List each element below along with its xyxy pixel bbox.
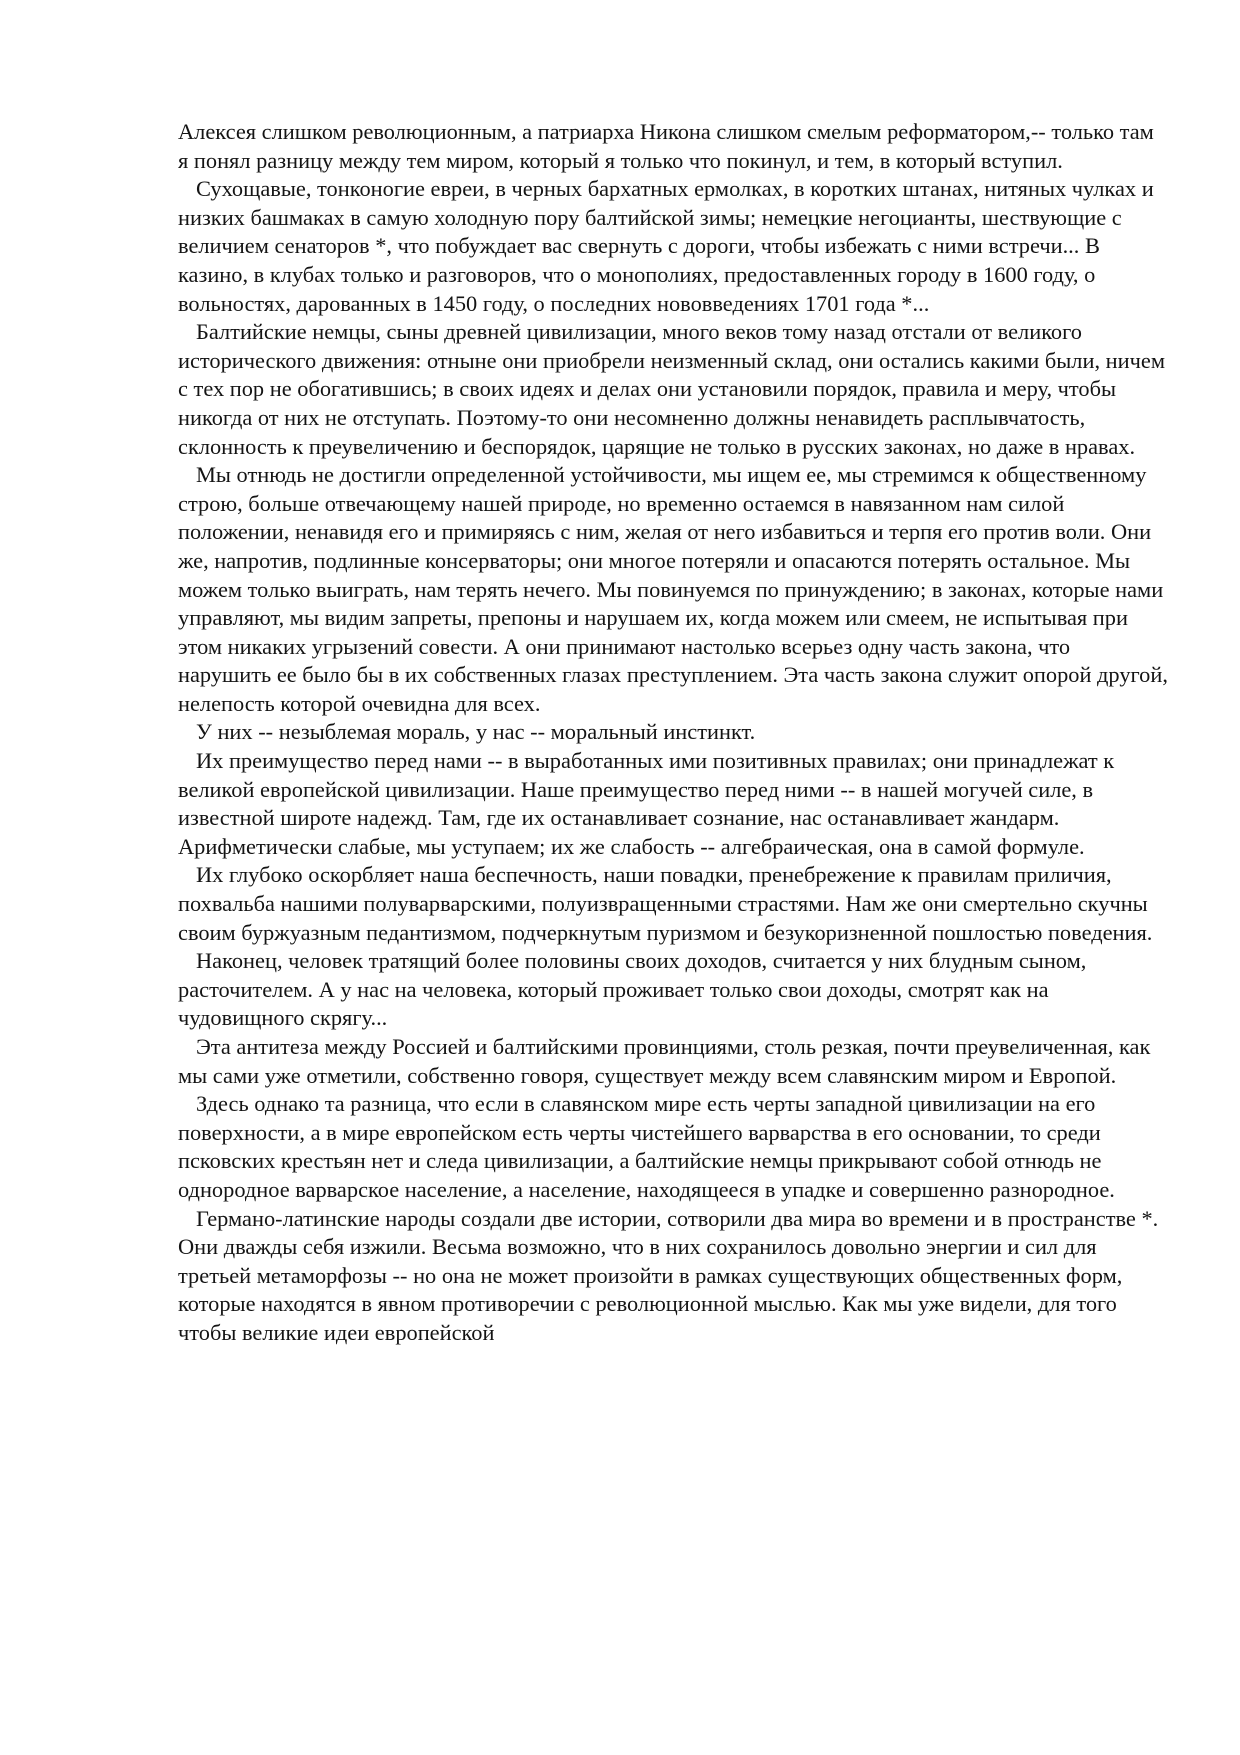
paragraph: Германо-латинские народы создали две истории, сотворили два мира во времени и в пространстве *. Они дважды себя изжили. Весьма возможно, что в них сохранилось довольно энергии и сил для третьей метаморфозы -- но она не может произойти в рамках существующих общественных форм, которые находятся в явном противоречии с революционной мыслью. Как мы уже видели, для того чтобы великие идеи европейской	[178, 1205, 1159, 1345]
paragraph: Балтийские немцы, сыны древней цивилизации, много веков тому назад отстали от великого исторического движения: отныне они приобрели неизменный склад, они остались какими были, ничем с тех пор не обогатившись; в своих идеях и делах они установили порядок, правила и меру, чтобы никогда от них не отступать. Поэтому-то они несомненно должны ненавидеть расплывчатость, склонность к преувеличению и беспорядок, царящие не только в русских законах, но даже в нравах.	[178, 319, 1165, 459]
paragraph: Мы отнюдь не достигли определенной устойчивости, мы ищем ее, мы стремимся к общественному строю, больше отвечающему нашей природе, но временно остаемся в навязанном нам силой положении, ненавидя его и примиряясь с ним, желая от него избавиться и терпя его против воли. Они же, напротив, подлинные консерваторы; они многое потеряли и опасаются потерять остальное. Мы можем только выиграть, нам терять нечего. Мы повинуемся по принуждению; в законах, которые нами управляют, мы видим запреты, препоны и нарушаем их, когда можем или смеем, не испытывая при этом никаких угрызений совести. А они принимают настолько всерьез одну часть закона, что нарушить ее было бы в их собственных глазах преступлением. Эта часть закона служит опорой другой, нелепость которой очевидна для всех.	[178, 462, 1168, 716]
paragraph: Их преимущество перед нами -- в выработанных ими позитивных правилах; они принадлежат к великой европейской цивилизации. Наше преимущество перед ними -- в нашей могучей силе, в известной широте надежд. Там, где их останавливает сознание, нас останавливает жандарм. Арифметически слабые, мы уступаем; их же слабость -- алгебраическая, она в самой формуле.	[178, 748, 1115, 859]
paragraph: Их глубоко оскорбляет наша беспечность, наши повадки, пренебрежение к правилам приличия, похвальба нашими полуварварскими, полуизвращенными страстями. Нам же они смертельно скучны своим буржуазным педантизмом, подчеркнутым пуризмом и безукоризненной пошлостью поведения.	[178, 862, 1153, 945]
document-page	[178, 118, 1168, 1348]
paragraph: Сухощавые, тонконогие евреи, в черных бархатных ермолках, в коротких штанах, нитяных чулках и низких башмаках в самую холодную пору балтийской зимы; немецкие негоцианты, шествующие с величием сенаторов *, что побуждает вас свернуть с дороги, чтобы избежать с ними встречи... В казино, в клубах только и разговоров, что о монополиях, предоставленных городу в 1600 году, о вольностях, дарованных в 1450 году, о последних нововведениях 1701 года *...	[178, 176, 1154, 316]
paragraph: Эта антитеза между Россией и балтийскими провинциями, столь резкая, почти преувеличенная, как мы сами уже отметили, собственно говоря, существует между всем славянским миром и Европой.	[178, 1034, 1151, 1088]
paragraph: Здесь однако та разница, что если в славянском мире есть черты западной цивилизации на его поверхности, а в мире европейском есть черты чистейшего варварства в его основании, то среди псковских крестьян нет и следа цивилизации, а балтийские немцы прикрывают собой отнюдь не однородное варварское население, а население, находящееся в упадке и совершенно разнородное.	[178, 1091, 1115, 1202]
paragraph: Алексея слишком революционным, а патриарха Никона слишком смелым реформатором,-- только там я понял разницу между тем миром, который я только что покинул, и тем, в который вступил.	[178, 119, 1154, 173]
paragraph: Наконец, человек тратящий более половины своих доходов, считается у них блудным сыном, расточителем. А у нас на человека, который проживает только свои доходы, смотрят как на чудовищного скрягу...	[178, 948, 1087, 1031]
paragraph: У них -- незыблемая мораль, у нас -- моральный инстинкт.	[196, 719, 756, 745]
